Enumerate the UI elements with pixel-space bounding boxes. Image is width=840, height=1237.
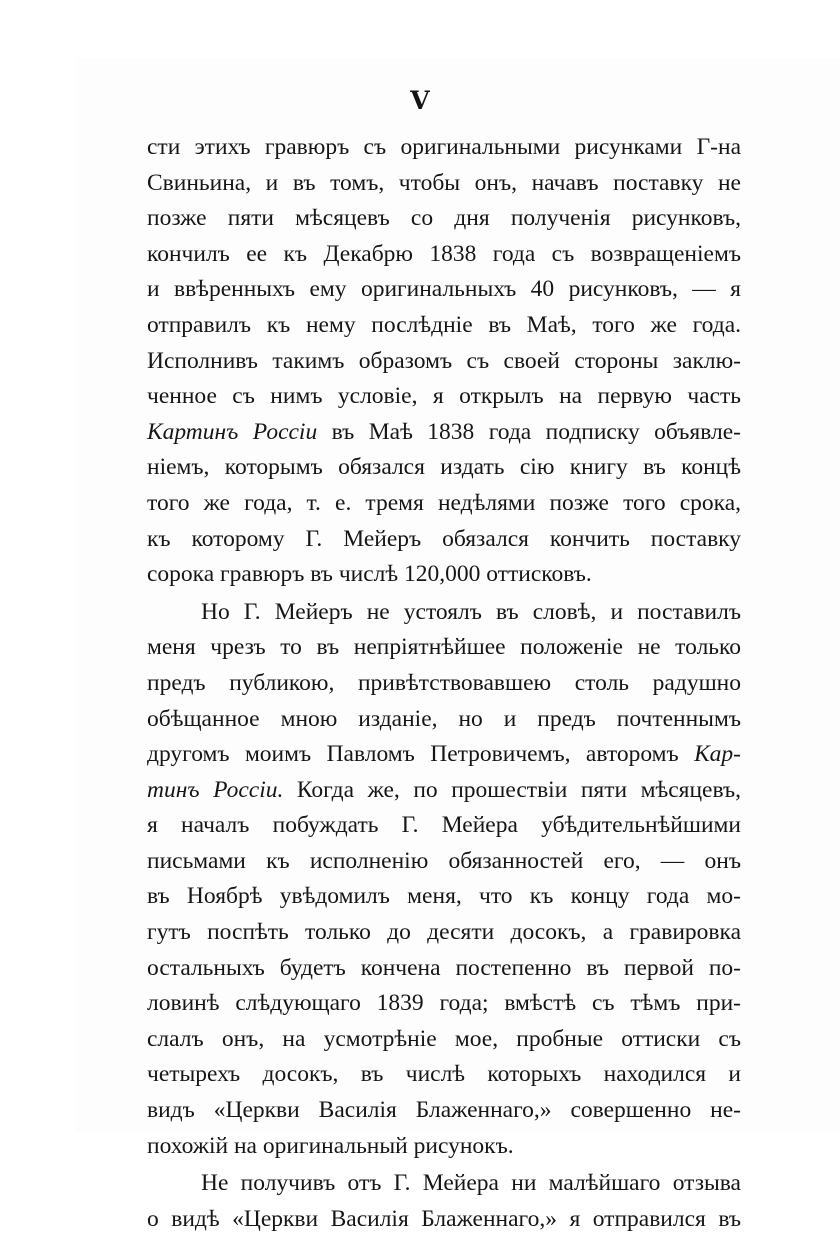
text-line: и ввѣренныхъ ему оригинальныхъ 40 рисунковъ, — я xyxy=(147,276,741,303)
text-line: ченное съ нимъ условіе, я открылъ на первую часть xyxy=(147,383,741,410)
text-fragment: въ Маѣ 1838 года подписку объявле- xyxy=(317,418,741,445)
body-text xyxy=(147,130,741,1237)
text-line: Но Г. Мейеръ не устоялъ въ словѣ, и поставилъ xyxy=(201,598,741,625)
text-line: позже пяти мѣсяцевъ со дня полученія рисунковъ, xyxy=(147,205,741,232)
text-line: четырехъ досокъ, въ числѣ которыхъ находился и xyxy=(147,1061,741,1088)
text-line: обѣщанное мною изданіе, но и предъ почтеннымъ xyxy=(147,705,741,732)
text-fragment: Когда же, по прошествіи пяти мѣсяцевъ, xyxy=(283,776,741,803)
text-line xyxy=(147,737,741,773)
text-line: ловинѣ слѣдующаго 1839 года; вмѣстѣ съ тѣмъ при- xyxy=(147,990,741,1017)
text-line: отправилъ къ нему послѣдніе въ Маѣ, того же года. xyxy=(147,311,741,338)
text-line: Не получивъ отъ Г. Мейера ни малѣйшаго отзыва xyxy=(201,1170,741,1197)
text-line: письмами къ исполненію обязанностей его, — онъ xyxy=(147,847,741,874)
text-line xyxy=(147,415,741,451)
text-line: сорока гравюръ въ числѣ 120,000 оттисковъ. xyxy=(147,561,592,588)
text-line: кончилъ ее къ Декабрю 1838 года съ возвращеніемъ xyxy=(147,240,741,267)
text-line: меня чрезъ то въ непріятнѣйшее положеніе не только xyxy=(147,634,741,661)
book-title: Кар- xyxy=(694,741,741,768)
text-line xyxy=(147,773,741,809)
text-line: я началъ побуждать Г. Мейера убѣдительнѣйшими xyxy=(147,812,741,839)
text-line: остальныхъ будетъ кончена постепенно въ первой по- xyxy=(147,954,741,981)
text-line: въ Ноябрѣ увѣдомилъ меня, что къ концу года мо- xyxy=(147,883,741,910)
page-number: V xyxy=(410,86,430,115)
text-line: того же года, т. е. тремя недѣлями позже того срока, xyxy=(147,489,741,516)
text-line: Исполнивъ такимъ образомъ съ своей стороны заклю- xyxy=(147,347,741,374)
text-line: къ которому Г. Мейеръ обязался кончить поставку xyxy=(147,525,741,552)
text-line: Свиньина, и въ томъ, чтобы онъ, начавъ поставку не xyxy=(147,169,741,196)
text-line: сти этихъ гравюръ съ оригинальными рисунками Г-на xyxy=(147,134,741,160)
text-line: предъ публикою, привѣтствовавшею столь радушно xyxy=(147,669,741,696)
book-title: Картинъ Россіи xyxy=(147,418,318,445)
book-title: тинъ Россіи. xyxy=(147,776,284,803)
text-line: похожій на оригинальный рисунокъ. xyxy=(147,1132,514,1159)
text-line: о видѣ «Церкви Василія Блаженнаго,» я отправился въ xyxy=(147,1205,741,1232)
text-line: ніемъ, которымъ обязался издать сію книгу въ концѣ xyxy=(147,454,741,481)
text-line: слалъ онъ, на усмотрѣніе мое, пробные оттиски съ xyxy=(147,1025,741,1052)
text-line: видъ «Церкви Василія Блаженнаго,» совершенно не- xyxy=(147,1097,741,1124)
text-fragment: другомъ моимъ Павломъ Петровичемъ, авторомъ xyxy=(147,741,695,768)
text-line: гутъ поспѣть только до десяти досокъ, а гравировка xyxy=(147,919,741,946)
